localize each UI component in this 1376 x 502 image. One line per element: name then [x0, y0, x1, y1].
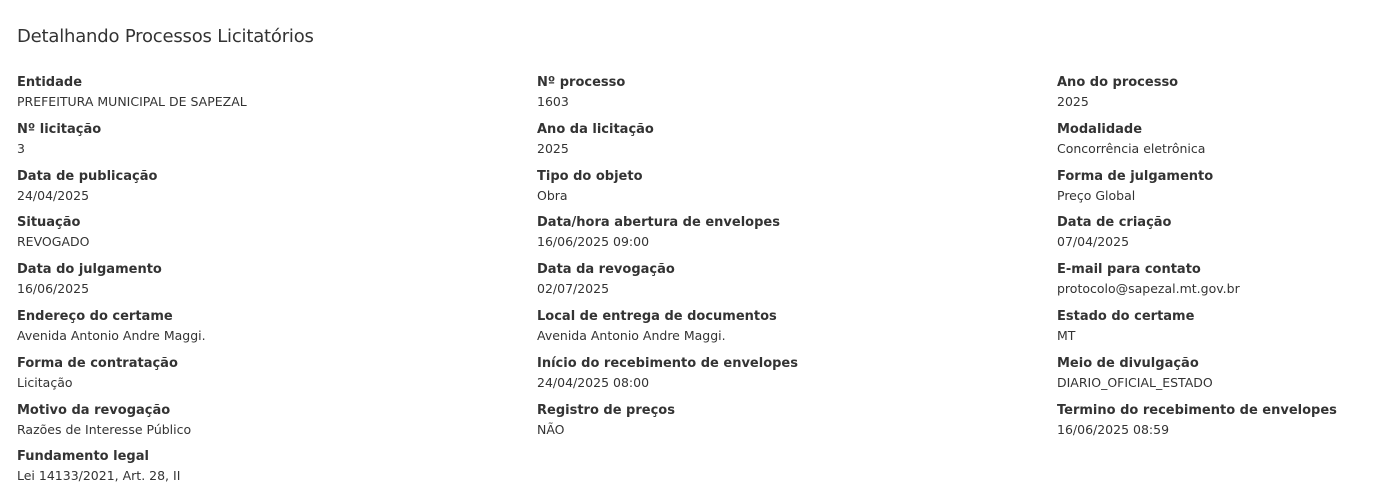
- field-value: 1603: [537, 94, 569, 109]
- field-value: 07/04/2025: [1057, 234, 1130, 250]
- field-label: Data da revogação: [537, 262, 675, 278]
- field-value: Licitação: [17, 374, 73, 390]
- detail-field: [1057, 168, 1367, 215]
- detail-field: [537, 355, 1057, 402]
- field-value: NÃO: [537, 421, 565, 437]
- field-value: 16/06/2025 08:59: [1057, 421, 1170, 437]
- field-value: 24/04/2025: [17, 187, 90, 203]
- field-label: Registro de preços: [537, 402, 675, 418]
- field-value: Obra: [537, 187, 568, 203]
- detail-field: [17, 355, 537, 402]
- field-label: Motivo da revogação: [17, 402, 171, 418]
- field-value: Preço Global: [1057, 187, 1136, 203]
- field-value: 2025: [1057, 94, 1089, 109]
- detail-field: [1057, 74, 1367, 121]
- detail-field: [1057, 214, 1367, 261]
- field-value: 02/07/2025: [537, 281, 610, 297]
- detail-field: [17, 214, 537, 261]
- detail-field: [537, 121, 1057, 168]
- detail-field: [1057, 355, 1367, 402]
- field-value: MT: [1057, 327, 1076, 343]
- field-label: Data de publicação: [17, 168, 158, 184]
- field-value: Avenida Antonio Andre Maggi.: [17, 327, 206, 343]
- detail-field: [17, 448, 537, 495]
- field-label: Nº licitação: [17, 121, 102, 137]
- detail-field: [17, 121, 537, 168]
- field-value: 16/06/2025 09:00: [537, 234, 650, 250]
- field-label: Entidade: [17, 75, 83, 90]
- field-value: DIARIO_OFICIAL_ESTADO: [1057, 374, 1213, 390]
- field-label: Nº processo: [537, 75, 626, 90]
- field-value: 3: [17, 140, 25, 156]
- field-value: 16/06/2025: [17, 281, 90, 297]
- field-label: Fundamento legal: [17, 449, 149, 465]
- detail-field: [537, 261, 1057, 308]
- detail-field: [17, 308, 537, 355]
- detail-field: [17, 74, 537, 121]
- field-label: Data/hora abertura de envelopes: [537, 215, 780, 231]
- field-value: Lei 14133/2021, Art. 28, II: [17, 468, 181, 484]
- field-label: Tipo do objeto: [537, 168, 643, 184]
- detail-field: [537, 214, 1057, 261]
- field-value: protocolo@sapezal.mt.gov.br: [1057, 281, 1240, 297]
- page-title: Detalhando Processos Licitatórios: [17, 26, 314, 47]
- field-value: 24/04/2025 08:00: [537, 374, 650, 390]
- field-label: Forma de contratação: [17, 355, 178, 371]
- field-label: Termino do recebimento de envelopes: [1057, 402, 1337, 418]
- process-details-grid: [17, 74, 1367, 495]
- detail-field: [537, 168, 1057, 215]
- detail-field: [537, 402, 1057, 449]
- detail-field: [17, 168, 537, 215]
- field-label: Forma de julgamento: [1057, 168, 1214, 184]
- field-value: Concorrência eletrônica: [1057, 140, 1206, 156]
- detail-field: [17, 402, 537, 449]
- field-value: 2025: [537, 140, 569, 156]
- detail-field: [537, 74, 1057, 121]
- detail-field: [537, 308, 1057, 355]
- field-label: E-mail para contato: [1057, 262, 1201, 278]
- detail-field: [17, 261, 537, 308]
- field-label: Situação: [17, 215, 81, 231]
- field-label: Data de criação: [1057, 215, 1172, 231]
- detail-field: [1057, 402, 1367, 449]
- detail-field: [1057, 261, 1367, 308]
- field-label: Ano do processo: [1057, 75, 1179, 90]
- field-value: REVOGADO: [17, 234, 90, 250]
- field-label: Início do recebimento de envelopes: [537, 355, 798, 371]
- field-label: Ano da licitação: [537, 121, 654, 137]
- field-value: PREFEITURA MUNICIPAL DE SAPEZAL: [17, 94, 247, 109]
- field-label: Endereço do certame: [17, 308, 173, 324]
- field-label: Data do julgamento: [17, 262, 162, 278]
- field-value: Razões de Interesse Público: [17, 421, 192, 437]
- field-label: Modalidade: [1057, 121, 1143, 137]
- field-label: Meio de divulgação: [1057, 355, 1199, 371]
- detail-field: [1057, 308, 1367, 355]
- field-label: Local de entrega de documentos: [537, 308, 777, 324]
- field-value: Avenida Antonio Andre Maggi.: [537, 327, 726, 343]
- field-label: Estado do certame: [1057, 308, 1195, 324]
- detail-field: [1057, 121, 1367, 168]
